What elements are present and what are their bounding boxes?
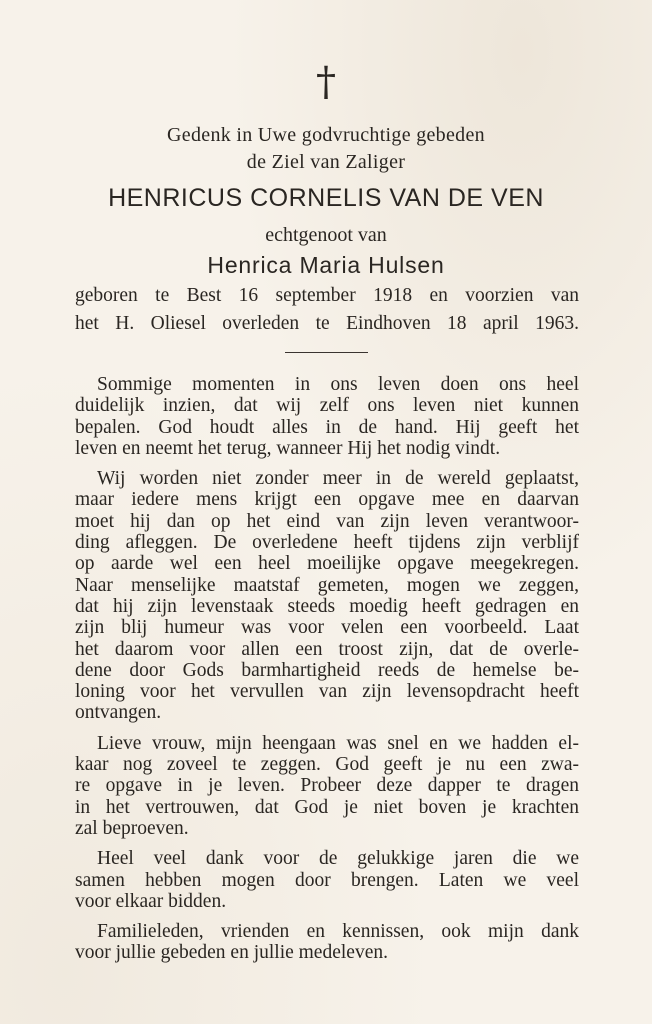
spouse-label: echtgenoot van: [265, 224, 387, 246]
paragraph-2: [75, 468, 579, 724]
text-line: zal beproeven.: [75, 817, 189, 839]
dates-line-1: geboren te Best 16 september 1918 en voorzien van: [75, 285, 579, 306]
text-line: Naar menselijke maatstaf gemeten, mogen we zeggen,: [75, 574, 579, 596]
text-line: Sommige momenten in ons leven doen ons heel: [97, 374, 579, 395]
text-line: ontvangen.: [75, 702, 162, 724]
paragraph-5: [75, 921, 579, 964]
text-line: kaar nog zoveel te zeggen. God geeft je nu een zwa-: [75, 754, 579, 776]
text-line: Heel veel dank voor de gelukkige jaren die we: [97, 848, 579, 870]
text-line: Wij worden niet zonder meer in de wereld geplaatst,: [97, 468, 579, 490]
memorial-text: [75, 374, 579, 973]
paragraph-4: [75, 848, 579, 912]
text-line: dat hij zijn levenstaak steeds moedig heeft gedragen en: [75, 595, 579, 617]
spouse-name: Henrica Maria Hulsen: [207, 252, 445, 278]
cross-icon: †: [316, 59, 336, 105]
intro-line-2: de Ziel van Zaliger: [246, 151, 406, 173]
deceased-name: HENRICUS CORNELIS VAN DE VEN: [108, 184, 544, 212]
text-line: moet hij dan op het eind van zijn leven verantwoor-: [75, 510, 579, 532]
paragraph-3: [75, 733, 579, 839]
text-line: leven en neemt het terug, wanneer Hij het nodig vindt.: [75, 437, 501, 459]
text-line: Lieve vrouw, mijn heengaan was snel en we hadden el-: [97, 732, 579, 754]
text-line: voor jullie gebeden en jullie medeleven.: [75, 942, 388, 964]
text-line: loning voor het vervullen van zijn levensopdracht heeft: [75, 681, 579, 703]
text-line: maar iedere mens krijgt een opgave mee en daarvan: [75, 489, 579, 511]
text-line: in het vertrouwen, dat God je niet boven je krachten: [75, 796, 579, 818]
dates-line-2: het H. Oliesel overleden te Eindhoven 18 april 1963.: [75, 313, 579, 334]
text-line: voor elkaar bidden.: [75, 890, 227, 912]
text-line: bepalen. God houdt alles in de hand. Hij geeft het: [75, 416, 579, 438]
paragraph-1: [75, 374, 579, 459]
text-line: re opgave in je leven. Probeer deze dapper te dragen: [75, 775, 579, 797]
divider: [285, 352, 368, 353]
text-line: Familieleden, vrienden en kennissen, ook mijn dank: [97, 921, 579, 943]
text-line: samen hebben mogen door brengen. Laten we veel: [75, 869, 579, 891]
text-line: ding afleggen. De overledene heeft tijdens zijn verblijf: [75, 532, 579, 554]
text-line: duidelijk inzien, dat wij zelf ons leven niet kunnen: [75, 395, 579, 417]
text-line: het daarom voor allen een troost zijn, dat de overle-: [75, 638, 579, 660]
text-line: dene door Gods barmhartigheid reeds de hemelse be-: [75, 659, 579, 681]
text-line: op aarde wel een heel moeilijke opgave meegekregen.: [75, 553, 579, 575]
text-line: zijn blij humeur was voor velen een voorbeeld. Laat: [75, 617, 579, 639]
intro-line-1: Gedenk in Uwe godvruchtige gebeden: [167, 124, 485, 146]
